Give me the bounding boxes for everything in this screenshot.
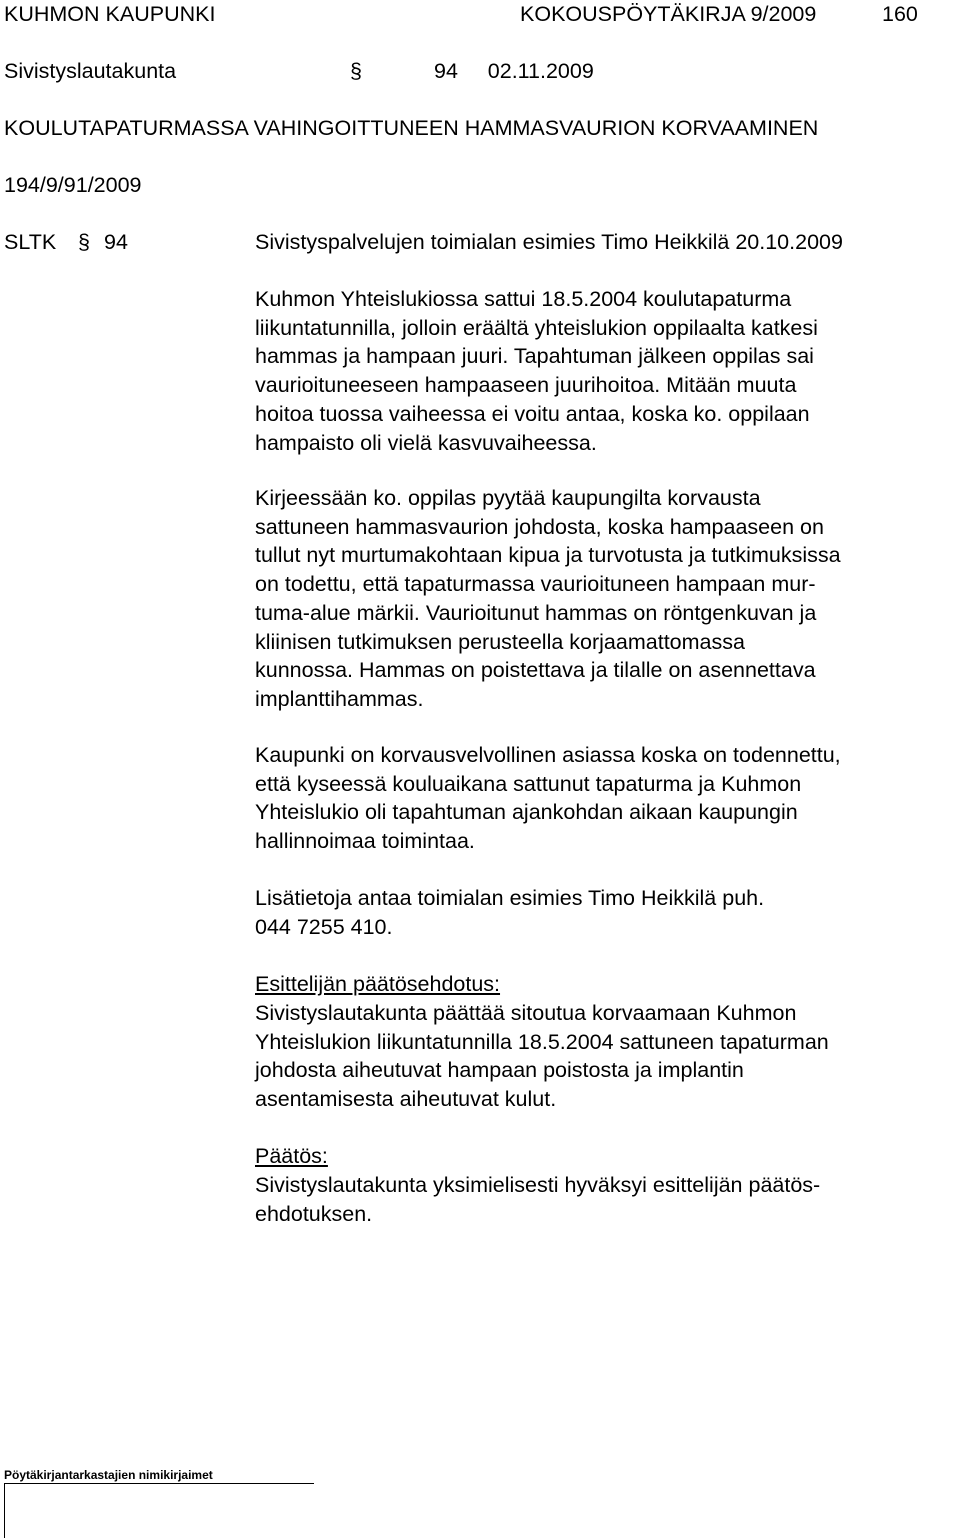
sltk-section-symbol: § — [78, 230, 90, 254]
section-symbol: § — [350, 59, 362, 83]
paragraph-line: 044 7255 410. — [255, 914, 393, 939]
paragraph-line: vaurioituneeseen hampaaseen juurihoitoa. Mitään muuta — [255, 373, 797, 398]
paragraph-line: sattuneen hammasvaurion johdosta, koska hampaaseen on — [255, 514, 824, 539]
paragraph-line: kliinisen tutkimuksen perusteella korjaamattomassa — [255, 629, 745, 654]
paragraph-line: hampaisto oli vielä kasvuvaiheessa. — [255, 430, 597, 455]
paragraph-line: Lisätietoja antaa toimialan esimies Timo Heikkilä puh. — [255, 886, 765, 910]
item-title: KOULUTAPATURMASSA VAHINGOITTUNEEN HAMMASVAURION KORVAAMINEN — [4, 116, 819, 140]
paragraph-line: Yhteislukio oli tapahtuman ajankohdan aikaan kaupungin — [255, 800, 798, 825]
signature-line — [4, 1483, 314, 1484]
paragraph-line: hallinnoimaa toimintaa. — [255, 829, 475, 854]
paragraph-line: hammas ja hampaan juuri. Tapahtuman jälkeen oppilas sai — [255, 344, 814, 369]
section-number: 94 — [434, 59, 458, 83]
paragraph-line: kunnossa. Hammas on poistettava ja tilalle on asennettava — [255, 658, 816, 683]
meeting-body: Sivistyslautakunta — [4, 59, 177, 83]
paragraph-line: ehdotuksen. — [255, 1201, 373, 1226]
sltk-number: 94 — [104, 230, 128, 254]
paragraph-incident — [255, 285, 945, 457]
decision-heading-text: Päätös: — [255, 1144, 328, 1168]
paragraph-line: Sivistyslautakunta yksimielisesti hyväksyi esittelijän päätös- — [255, 1173, 821, 1197]
paragraph-decision — [255, 1171, 945, 1228]
meeting-date: 02.11.2009 — [487, 59, 594, 83]
organization-name: KUHMON KAUPUNKI — [4, 2, 216, 26]
sltk-label: SLTK — [4, 230, 57, 254]
paragraph-line: implanttihammas. — [255, 686, 424, 711]
paragraph-contact — [255, 884, 945, 941]
paragraph-line: Kirjeessään ko. oppilas pyytää kaupungilta korvausta — [255, 486, 761, 510]
paragraph-line: hoitoa tuossa vaiheessa ei voitu antaa, koska ko. oppilaan — [255, 401, 810, 426]
paragraph-liability — [255, 741, 945, 856]
document-type: KOKOUSPÖYTÄKIRJA 9/2009 — [520, 2, 817, 26]
paragraph-line: johdosta aiheutuvat hampaan poistosta ja implantin — [255, 1058, 744, 1083]
signature-box-edge — [4, 1483, 5, 1538]
paragraph-line: että kyseessä kouluaikana sattunut tapaturma ja Kuhmon — [255, 771, 802, 796]
page-number: 160 — [882, 2, 918, 26]
paragraph-line: Yhteislukion liikuntatunnilla 18.5.2004 sattuneen tapaturman — [255, 1029, 829, 1054]
paragraph-line: Sivistyslautakunta päättää sitoutua korvaamaan Kuhmon — [255, 1001, 797, 1025]
paragraph-line: asentamisesta aiheutuvat kulut. — [255, 1087, 557, 1112]
meeting-section-and-date — [434, 57, 594, 86]
paragraph-line: liikuntatunnilla, jolloin eräältä yhteislukion oppilaalta katkesi — [255, 315, 818, 340]
paragraph-line: on todettu, että tapaturmassa vaurioituneen hampaan mur- — [255, 572, 816, 597]
intro-line: Sivistyspalvelujen toimialan esimies Timo Heikkilä 20.10.2009 — [255, 230, 843, 254]
decision-heading — [255, 1142, 945, 1171]
reference-number: 194/9/91/2009 — [4, 173, 142, 197]
signature-label: Pöytäkirjantarkastajien nimikirjaimet — [4, 1468, 213, 1482]
paragraph-proposal — [255, 999, 945, 1114]
proposal-heading — [255, 970, 945, 999]
paragraph-line: Kuhmon Yhteislukiossa sattui 18.5.2004 koulutapaturma — [255, 287, 792, 311]
paragraph-line: tullut nyt murtumakohtaan kipua ja turvotusta ja tutkimuksissa — [255, 543, 841, 568]
paragraph-line: tuma-alue märkii. Vaurioitunut hammas on röntgenkuvan ja — [255, 600, 817, 625]
paragraph-request — [255, 484, 945, 714]
proposal-heading-text: Esittelijän päätösehdotus: — [255, 972, 501, 996]
paragraph-line: Kaupunki on korvausvelvollinen asiassa koska on todennettu, — [255, 743, 841, 767]
